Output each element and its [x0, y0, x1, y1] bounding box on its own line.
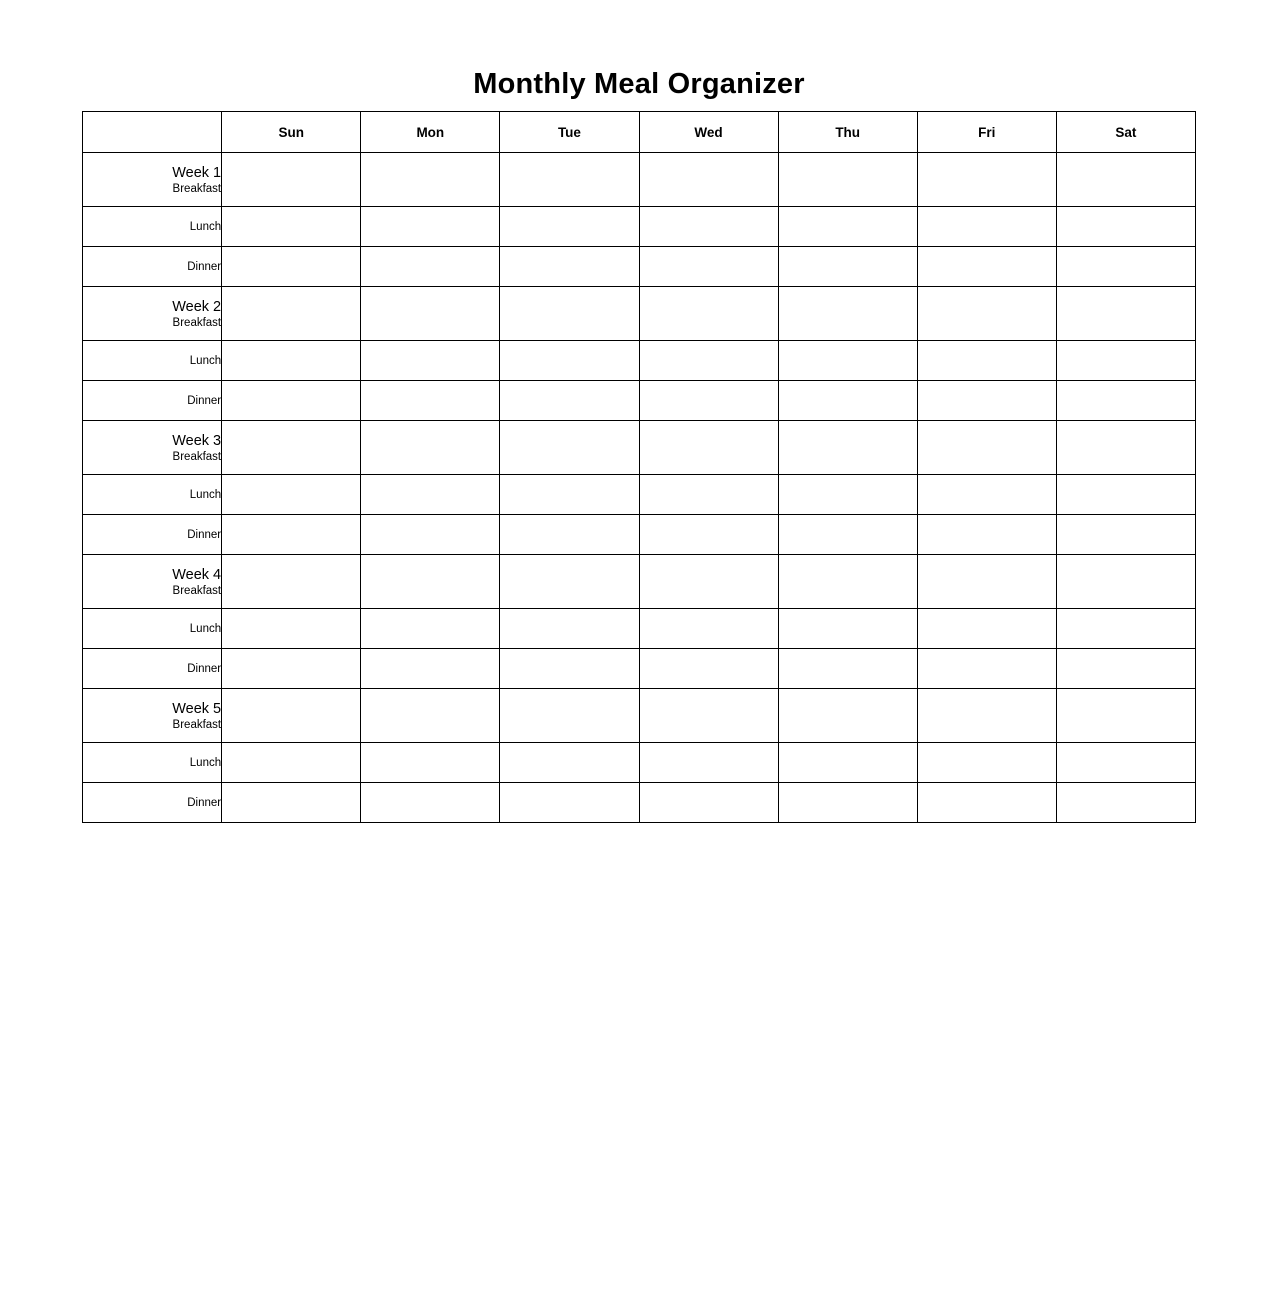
meal-cell-week2-lunch-thu[interactable]	[778, 341, 917, 381]
meal-cell-week2-lunch-fri[interactable]	[917, 341, 1056, 381]
meal-cell-week3-breakfast-mon[interactable]	[361, 421, 500, 475]
header-day-mon: Mon	[361, 112, 500, 153]
meal-label: Lunch	[189, 756, 222, 769]
meal-cell-week3-dinner-wed[interactable]	[639, 515, 778, 555]
meal-cell-week4-dinner-wed[interactable]	[639, 649, 778, 689]
meal-cell-week2-breakfast-sun[interactable]	[222, 287, 361, 341]
meal-cell-week1-breakfast-tue[interactable]	[500, 153, 639, 207]
meal-cell-week4-breakfast-thu[interactable]	[778, 555, 917, 609]
meal-cell-week5-lunch-tue[interactable]	[500, 743, 639, 783]
meal-cell-week4-lunch-tue[interactable]	[500, 609, 639, 649]
meal-cell-week5-breakfast-wed[interactable]	[639, 689, 778, 743]
meal-label: Dinner	[187, 394, 222, 407]
week-label: Week 3	[172, 432, 222, 449]
meal-cell-week4-breakfast-sun[interactable]	[222, 555, 361, 609]
table-row	[83, 207, 1196, 247]
meal-cell-week2-breakfast-mon[interactable]	[361, 287, 500, 341]
meal-cell-week5-dinner-mon[interactable]	[361, 783, 500, 823]
meal-cell-week3-dinner-tue[interactable]	[500, 515, 639, 555]
meal-cell-week1-dinner-sun[interactable]	[222, 247, 361, 287]
meal-cell-week2-dinner-thu[interactable]	[778, 381, 917, 421]
row-label-lunch	[83, 341, 222, 381]
meal-cell-week4-breakfast-mon[interactable]	[361, 555, 500, 609]
meal-cell-week4-lunch-mon[interactable]	[361, 609, 500, 649]
meal-cell-week1-dinner-thu[interactable]	[778, 247, 917, 287]
meal-cell-week1-lunch-sun[interactable]	[222, 207, 361, 247]
meal-cell-week1-lunch-thu[interactable]	[778, 207, 917, 247]
meal-cell-week2-lunch-wed[interactable]	[639, 341, 778, 381]
header-day-wed: Wed	[639, 112, 778, 153]
row-label-dinner	[83, 381, 222, 421]
week-label: Week 4	[172, 566, 222, 583]
header-row	[83, 112, 1196, 153]
meal-cell-week5-dinner-tue[interactable]	[500, 783, 639, 823]
table-row	[83, 689, 1196, 743]
meal-cell-week5-lunch-wed[interactable]	[639, 743, 778, 783]
meal-cell-week4-breakfast-sat[interactable]	[1056, 555, 1195, 609]
row-label-dinner	[83, 649, 222, 689]
meal-cell-week4-dinner-mon[interactable]	[361, 649, 500, 689]
meal-cell-week3-breakfast-thu[interactable]	[778, 421, 917, 475]
meal-cell-week1-dinner-sat[interactable]	[1056, 247, 1195, 287]
table-body	[83, 153, 1196, 823]
row-label-dinner	[83, 515, 222, 555]
meal-label: Lunch	[189, 488, 222, 501]
meal-label: Breakfast	[172, 584, 222, 597]
meal-cell-week1-breakfast-mon[interactable]	[361, 153, 500, 207]
row-label-lunch	[83, 207, 222, 247]
meal-cell-week1-dinner-wed[interactable]	[639, 247, 778, 287]
meal-cell-week2-dinner-fri[interactable]	[917, 381, 1056, 421]
meal-cell-week2-lunch-sun[interactable]	[222, 341, 361, 381]
table-row	[83, 555, 1196, 609]
meal-cell-week5-dinner-thu[interactable]	[778, 783, 917, 823]
meal-cell-week5-breakfast-mon[interactable]	[361, 689, 500, 743]
meal-cell-week1-dinner-fri[interactable]	[917, 247, 1056, 287]
meal-cell-week5-breakfast-tue[interactable]	[500, 689, 639, 743]
meal-cell-week3-dinner-fri[interactable]	[917, 515, 1056, 555]
meal-cell-week5-lunch-sat[interactable]	[1056, 743, 1195, 783]
meal-cell-week5-dinner-sun[interactable]	[222, 783, 361, 823]
week-label: Week 2	[172, 298, 222, 315]
meal-cell-week1-dinner-mon[interactable]	[361, 247, 500, 287]
meal-cell-week1-lunch-sat[interactable]	[1056, 207, 1195, 247]
header-day-fri: Fri	[917, 112, 1056, 153]
meal-cell-week4-lunch-thu[interactable]	[778, 609, 917, 649]
meal-cell-week2-breakfast-wed[interactable]	[639, 287, 778, 341]
meal-cell-week3-breakfast-fri[interactable]	[917, 421, 1056, 475]
page-title: Monthly Meal Organizer	[473, 68, 805, 101]
meal-label: Dinner	[187, 260, 222, 273]
table-row	[83, 421, 1196, 475]
meal-cell-week1-breakfast-sun[interactable]	[222, 153, 361, 207]
table-row	[83, 287, 1196, 341]
meal-cell-week1-lunch-wed[interactable]	[639, 207, 778, 247]
table-row	[83, 609, 1196, 649]
row-label-lunch	[83, 743, 222, 783]
meal-cell-week5-dinner-sat[interactable]	[1056, 783, 1195, 823]
meal-cell-week2-breakfast-fri[interactable]	[917, 287, 1056, 341]
table-row	[83, 247, 1196, 287]
meal-cell-week3-breakfast-tue[interactable]	[500, 421, 639, 475]
meal-label: Breakfast	[172, 718, 222, 731]
meal-cell-week3-lunch-sun[interactable]	[222, 475, 361, 515]
table-row	[83, 381, 1196, 421]
meal-cell-week5-lunch-mon[interactable]	[361, 743, 500, 783]
meal-cell-week2-lunch-mon[interactable]	[361, 341, 500, 381]
meal-cell-week4-breakfast-fri[interactable]	[917, 555, 1056, 609]
header-day-thu: Thu	[778, 112, 917, 153]
meal-organizer-table	[82, 111, 1196, 823]
meal-cell-week1-breakfast-sat[interactable]	[1056, 153, 1195, 207]
header-corner-cell	[83, 112, 222, 153]
meal-cell-week3-breakfast-sat[interactable]	[1056, 421, 1195, 475]
meal-cell-week2-breakfast-sat[interactable]	[1056, 287, 1195, 341]
meal-cell-week5-dinner-fri[interactable]	[917, 783, 1056, 823]
meal-cell-week4-lunch-fri[interactable]	[917, 609, 1056, 649]
meal-cell-week3-lunch-thu[interactable]	[778, 475, 917, 515]
meal-cell-week4-lunch-wed[interactable]	[639, 609, 778, 649]
meal-label: Dinner	[187, 662, 222, 675]
meal-cell-week5-lunch-sun[interactable]	[222, 743, 361, 783]
meal-cell-week4-breakfast-tue[interactable]	[500, 555, 639, 609]
header-day-sun: Sun	[222, 112, 361, 153]
meal-cell-week3-lunch-fri[interactable]	[917, 475, 1056, 515]
meal-cell-week2-dinner-tue[interactable]	[500, 381, 639, 421]
row-label-week-2-breakfast	[83, 287, 222, 341]
meal-label: Breakfast	[172, 316, 222, 329]
meal-label: Breakfast	[172, 182, 222, 195]
meal-cell-week1-breakfast-wed[interactable]	[639, 153, 778, 207]
meal-cell-week2-dinner-sat[interactable]	[1056, 381, 1195, 421]
meal-cell-week4-dinner-tue[interactable]	[500, 649, 639, 689]
table-header	[83, 112, 1196, 153]
meal-cell-week2-breakfast-thu[interactable]	[778, 287, 917, 341]
meal-cell-week4-dinner-fri[interactable]	[917, 649, 1056, 689]
row-label-week-4-breakfast	[83, 555, 222, 609]
meal-organizer-table-wrapper	[82, 111, 1196, 823]
table-row	[83, 341, 1196, 381]
meal-cell-week3-lunch-mon[interactable]	[361, 475, 500, 515]
meal-cell-week2-lunch-tue[interactable]	[500, 341, 639, 381]
meal-cell-week1-breakfast-fri[interactable]	[917, 153, 1056, 207]
meal-cell-week3-dinner-sat[interactable]	[1056, 515, 1195, 555]
header-day-sat: Sat	[1056, 112, 1195, 153]
meal-cell-week2-dinner-mon[interactable]	[361, 381, 500, 421]
meal-cell-week4-dinner-thu[interactable]	[778, 649, 917, 689]
row-label-week-3-breakfast	[83, 421, 222, 475]
row-label-week-1-breakfast	[83, 153, 222, 207]
table-row	[83, 649, 1196, 689]
meal-cell-week3-breakfast-sun[interactable]	[222, 421, 361, 475]
meal-label: Dinner	[187, 528, 222, 541]
meal-cell-week4-dinner-sat[interactable]	[1056, 649, 1195, 689]
meal-cell-week5-lunch-fri[interactable]	[917, 743, 1056, 783]
meal-cell-week3-lunch-sat[interactable]	[1056, 475, 1195, 515]
meal-cell-week1-lunch-tue[interactable]	[500, 207, 639, 247]
meal-cell-week2-lunch-sat[interactable]	[1056, 341, 1195, 381]
table-row	[83, 743, 1196, 783]
meal-cell-week4-dinner-sun[interactable]	[222, 649, 361, 689]
meal-cell-week5-lunch-thu[interactable]	[778, 743, 917, 783]
meal-cell-week2-breakfast-tue[interactable]	[500, 287, 639, 341]
table-row	[83, 783, 1196, 823]
table-row	[83, 475, 1196, 515]
meal-label: Dinner	[187, 796, 222, 809]
meal-cell-week4-breakfast-wed[interactable]	[639, 555, 778, 609]
meal-cell-week5-breakfast-sat[interactable]	[1056, 689, 1195, 743]
meal-cell-week1-lunch-fri[interactable]	[917, 207, 1056, 247]
meal-cell-week5-dinner-wed[interactable]	[639, 783, 778, 823]
meal-cell-week1-dinner-tue[interactable]	[500, 247, 639, 287]
row-label-lunch	[83, 475, 222, 515]
meal-cell-week5-breakfast-thu[interactable]	[778, 689, 917, 743]
meal-cell-week3-dinner-sun[interactable]	[222, 515, 361, 555]
week-label: Week 1	[172, 164, 222, 181]
meal-cell-week3-dinner-mon[interactable]	[361, 515, 500, 555]
meal-cell-week5-breakfast-fri[interactable]	[917, 689, 1056, 743]
meal-cell-week2-dinner-sun[interactable]	[222, 381, 361, 421]
meal-cell-week1-breakfast-thu[interactable]	[778, 153, 917, 207]
meal-cell-week3-lunch-wed[interactable]	[639, 475, 778, 515]
row-label-dinner	[83, 247, 222, 287]
meal-cell-week4-lunch-sun[interactable]	[222, 609, 361, 649]
meal-label: Breakfast	[172, 450, 222, 463]
table-row	[83, 515, 1196, 555]
header-day-tue: Tue	[500, 112, 639, 153]
meal-label: Lunch	[189, 622, 222, 635]
meal-label: Lunch	[189, 354, 222, 367]
row-label-lunch	[83, 609, 222, 649]
row-label-dinner	[83, 783, 222, 823]
table-row	[83, 153, 1196, 207]
row-label-week-5-breakfast	[83, 689, 222, 743]
meal-cell-week5-breakfast-sun[interactable]	[222, 689, 361, 743]
meal-cell-week3-dinner-thu[interactable]	[778, 515, 917, 555]
week-label: Week 5	[172, 700, 222, 717]
meal-cell-week3-breakfast-wed[interactable]	[639, 421, 778, 475]
meal-cell-week4-lunch-sat[interactable]	[1056, 609, 1195, 649]
meal-cell-week2-dinner-wed[interactable]	[639, 381, 778, 421]
meal-cell-week1-lunch-mon[interactable]	[361, 207, 500, 247]
meal-label: Lunch	[189, 220, 222, 233]
meal-cell-week3-lunch-tue[interactable]	[500, 475, 639, 515]
